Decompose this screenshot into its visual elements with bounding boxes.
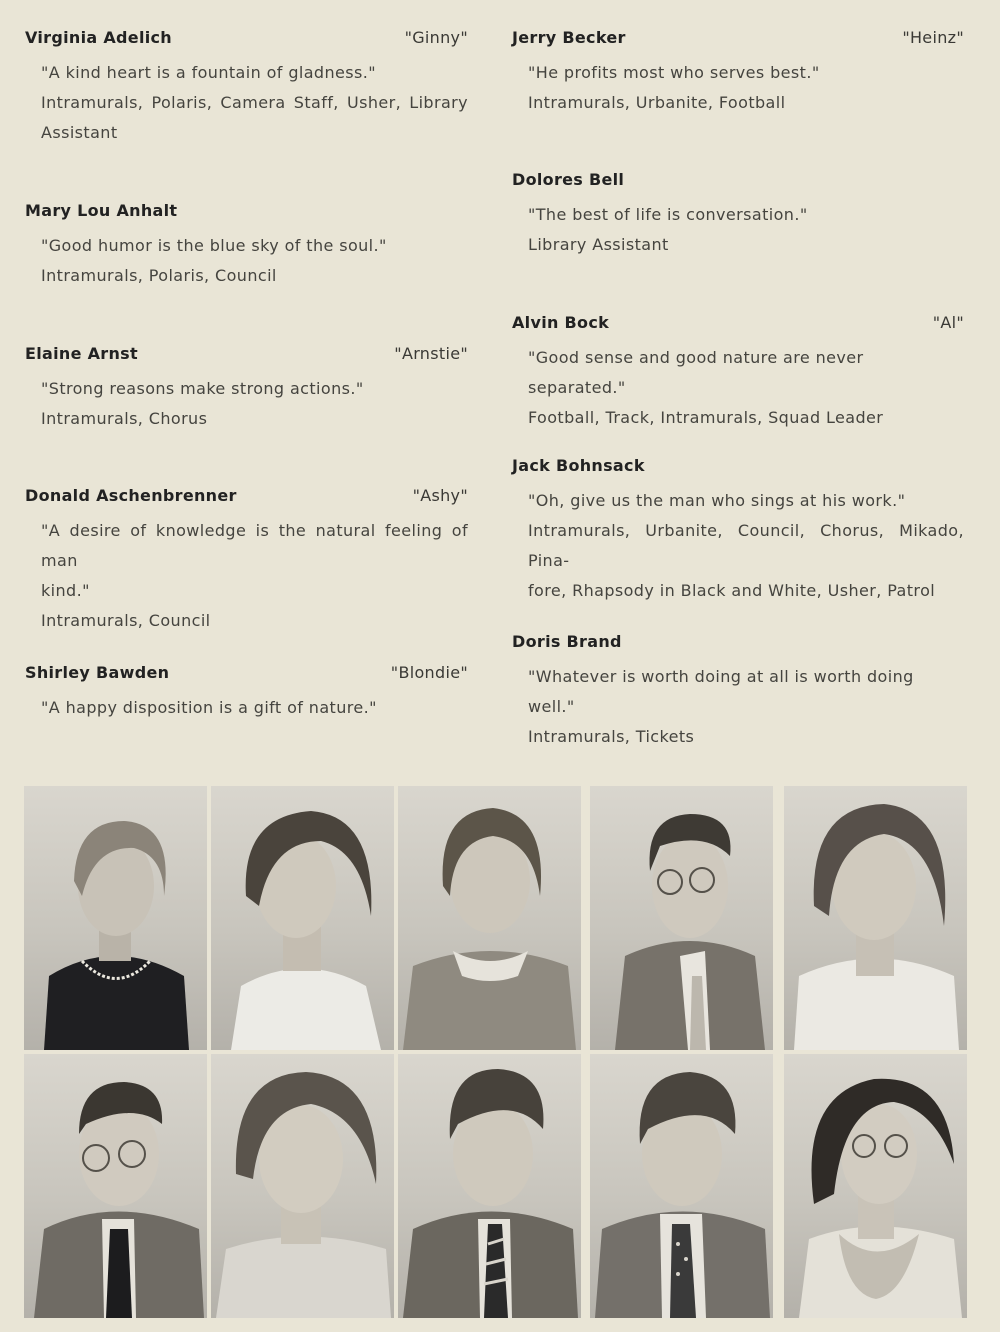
student-nickname: "Blondie" [390,663,468,682]
student-activities-cont: Assistant [41,123,118,142]
student-name: Dolores Bell [512,170,625,189]
student-nickname: "Ashy" [412,486,468,505]
portrait-photo [784,1054,967,1318]
portrait-photo [398,786,581,1050]
student-quote: "A desire of knowledge is the natural feeling of man [41,521,468,570]
portrait-photo [24,1054,207,1318]
student-quote: "He profits most who serves best." [528,63,820,82]
student-name: Virginia Adelich [25,28,172,47]
senior-entry [512,170,964,260]
portrait-grid [24,786,967,1318]
student-quote: "Good humor is the blue sky of the soul." [41,236,387,255]
student-name: Doris Brand [512,632,622,651]
student-name: Shirley Bawden [25,663,170,682]
senior-entry [512,632,964,752]
senior-entry [512,313,964,433]
student-nickname: "Ginny" [404,28,468,47]
portrait-photo [590,1054,773,1318]
student-name: Donald Aschenbrenner [25,486,237,505]
student-quote: "Oh, give us the man who sings at his work." [528,491,906,510]
portrait-photo [24,786,207,1050]
student-name: Mary Lou Anhalt [25,201,178,220]
student-activities: Intramurals, Tickets [528,727,695,746]
student-activities-cont: fore, Rhapsody in Black and White, Usher, Patrol [528,581,936,600]
student-activities: Football, Track, Intramurals, Squad Leader [528,408,884,427]
student-quote: "A happy disposition is a gift of nature." [41,698,377,717]
senior-entry [25,344,468,434]
senior-entry [25,201,468,291]
student-quote: "The best of life is conversation." [528,205,808,224]
portrait-photo [211,1054,394,1318]
student-quote: "Good sense and good nature are never separated." [528,348,864,397]
portrait-photo [398,1054,581,1318]
student-activities: Intramurals, Council [41,611,211,630]
senior-entry [25,663,468,723]
student-nickname: "Al" [932,313,964,332]
student-activities: Intramurals, Urbanite, Football [528,93,786,112]
student-name: Jerry Becker [512,28,626,47]
senior-entry [25,28,468,148]
student-quote: "Whatever is worth doing at all is worth doing well." [528,667,914,716]
student-nickname: "Arnstie" [394,344,468,363]
student-activities: Intramurals, Urbanite, Council, Chorus, Mikado, Pina- [528,521,964,570]
student-quote: "A kind heart is a fountain of gladness." [41,63,376,82]
student-activities: Library Assistant [528,235,669,254]
student-activities: Intramurals, Chorus [41,409,208,428]
portrait-photo [784,786,967,1050]
student-quote-cont: kind." [41,581,90,600]
student-activities: Intramurals, Polaris, Camera Staff, Usher, Library [41,93,468,112]
portrait-photo [590,786,773,1050]
portrait-photo [211,786,394,1050]
student-name: Elaine Arnst [25,344,138,363]
student-quote: "Strong reasons make strong actions." [41,379,364,398]
senior-entry [512,456,964,606]
student-activities: Intramurals, Polaris, Council [41,266,277,285]
senior-entry [512,28,964,118]
student-name: Alvin Bock [512,313,610,332]
student-nickname: "Heinz" [902,28,964,47]
student-name: Jack Bohnsack [512,456,645,475]
left-column [25,28,468,728]
senior-entry [25,486,468,636]
right-column [512,28,964,746]
